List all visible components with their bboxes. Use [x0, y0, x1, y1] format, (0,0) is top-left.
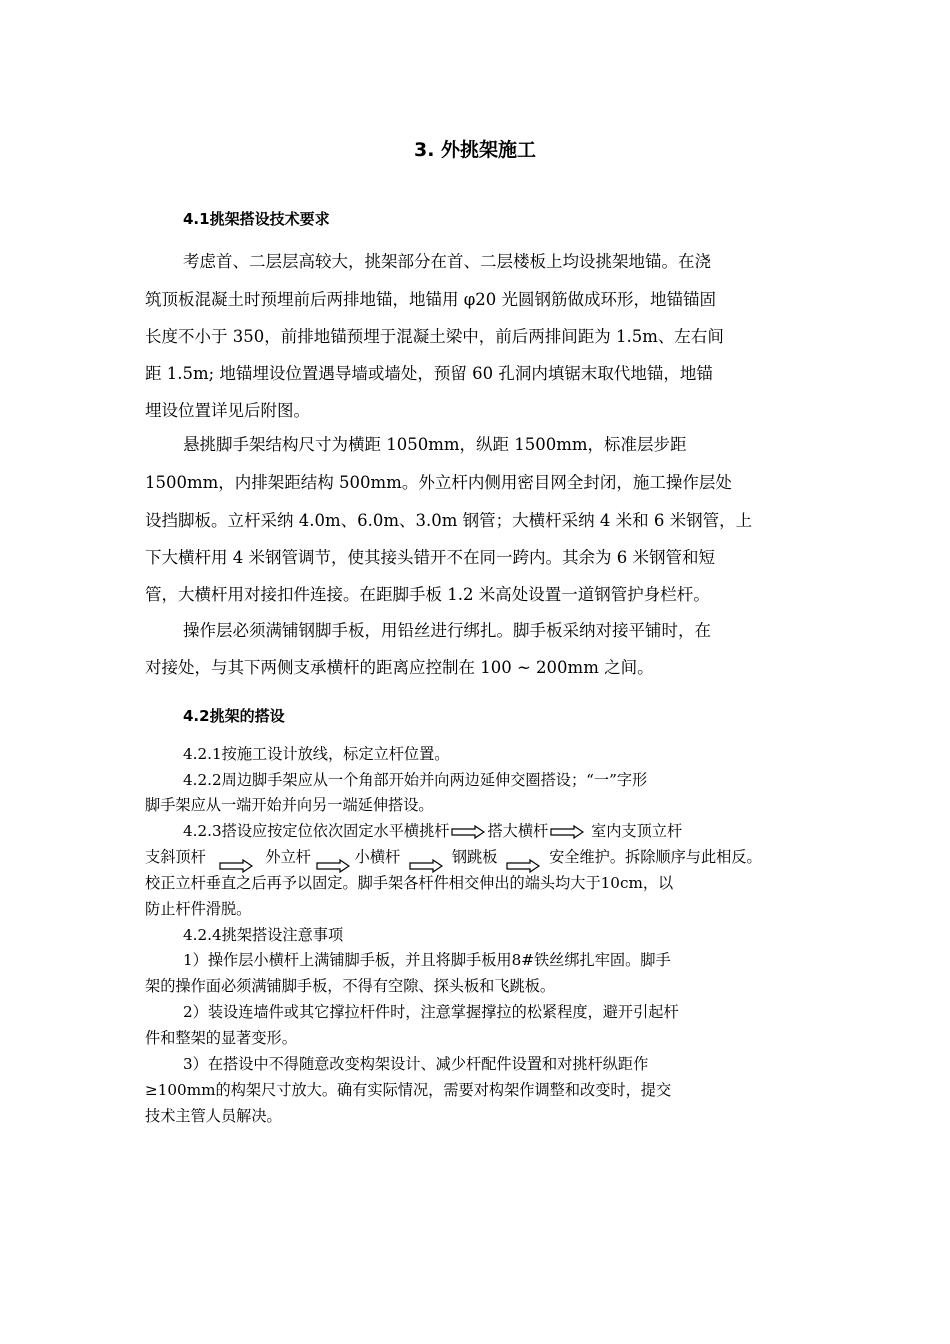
- step-text: 搭大横杆: [487, 822, 549, 840]
- paragraph-line: 操作层必须满铺钢脚手板，用铅丝进行绑扎。脚手板采纳对接平铺时，在: [183, 621, 711, 640]
- clause-4-2-2-line: 4.2.2周边脚手架应从一个角部开始并向两边延伸交圈搭设；“一”字形: [183, 771, 648, 789]
- clause-4-2-3-line: 校正立杆垂直之后再予以固定。脚手架各杆件相交伸出的端头均大于10cm，以: [145, 874, 674, 892]
- step-text: 安全维护。拆除顺序与此相反。: [549, 848, 762, 866]
- paragraph-line: 设挡脚板。立杆采纳 4.0m、6.0m、3.0m 钢管；大横杆采纳 4 米和 6 米钢管，上: [145, 511, 753, 530]
- note-3-line: 3）在搭设中不得随意改变构架设计、减少杆配件设置和对挑杆纵距作: [183, 1055, 649, 1073]
- paragraph-line: 筑顶板混凝土时预埋前后两排地锚，地锚用 φ20 光圆钢筋做成环形，地锚锚固: [145, 290, 717, 309]
- right-arrow-icon: [316, 859, 350, 873]
- step-text: 外立杆: [265, 848, 311, 866]
- note-2-line: 件和整架的显著变形。: [145, 1029, 297, 1047]
- right-arrow-icon: [409, 859, 443, 873]
- step-text: 4.2.3搭设应按定位依次固定水平横挑杆: [183, 822, 450, 840]
- step-text: 支斜顶杆: [145, 848, 206, 866]
- paragraph-line: 悬挑脚手架结构尺寸为横距 1050mm，纵距 1500mm，标准层步距: [183, 435, 687, 454]
- clause-4-2-3-line: [183, 821, 682, 841]
- section-heading-4-2: 4.2挑架的搭设: [183, 707, 285, 725]
- step-text: 钢跳板: [451, 848, 498, 866]
- right-arrow-icon: [506, 859, 540, 873]
- clause-4-2-2-line: 脚手架应从一端开始并向另一端延伸搭设。: [145, 796, 434, 814]
- note-2-line: 2）装设连墙件或其它撑拉杆件时，注意掌握撑拉的松紧程度，避开引起杆: [183, 1003, 679, 1021]
- paragraph-line: 考虑首、二层层高较大，挑架部分在首、二层楼板上均设挑架地锚。在浇: [183, 252, 711, 271]
- section-heading-4-1: 4.1挑架搭设技术要求: [183, 210, 330, 228]
- clause-4-2-3-line: [145, 847, 762, 867]
- note-1-line: 架的操作面必须满铺脚手板，不得有空隙、探头板和飞跳板。: [145, 977, 556, 995]
- paragraph-line: 下大横杆用 4 米钢管调节，使其接头错开不在同一跨内。其余为 6 米钢管和短: [145, 548, 715, 567]
- clause-4-2-1: 4.2.1按施工设计放线，标定立杆位置。: [183, 745, 450, 763]
- right-arrow-icon: [219, 859, 253, 873]
- paragraph-line: 对接处，与其下两侧支承横杆的距离应控制在 100 ~ 200mm 之间。: [145, 658, 654, 677]
- paragraph-line: 1500mm，内排架距结构 500mm。外立杆内侧用密目网全封闭，施工操作层处: [145, 473, 732, 492]
- paragraph-line: 管，大横杆用对接扣件连接。在距脚手板 1.2 米高处设置一道钢管护身栏杆。: [145, 585, 710, 604]
- clause-4-2-4: 4.2.4挑架搭设注意事项: [183, 926, 344, 944]
- paragraph-line: 埋设位置详见后附图。: [145, 401, 310, 420]
- clause-4-2-3-line: 防止杆件滑脱。: [145, 900, 252, 918]
- paragraph-line: 距 1.5m; 地锚埋设位置遇导墙或墙处，预留 60 孔洞内填锯末取代地锚，地锚: [145, 364, 713, 383]
- paragraph-line: 长度不小于 350，前排地锚预埋于混凝土梁中，前后两排间距为 1.5m、左右间: [145, 327, 724, 346]
- note-3-line: ≥100mm的构架尺寸放大。确有实际情况，需要对构架作调整和改变时，提交: [145, 1081, 672, 1099]
- step-text: 室内支顶立杆: [591, 822, 683, 840]
- right-arrow-icon: [550, 825, 584, 839]
- note-3-line: 技术主管人员解决。: [145, 1107, 282, 1125]
- note-1-line: 1）操作层小横杆上满铺脚手板，并且将脚手板用8#铁丝绑扎牢固。脚手: [183, 951, 671, 969]
- page-title: 3. 外挑架施工: [413, 139, 537, 161]
- right-arrow-icon: [451, 825, 485, 839]
- step-text: 小横杆: [354, 848, 401, 866]
